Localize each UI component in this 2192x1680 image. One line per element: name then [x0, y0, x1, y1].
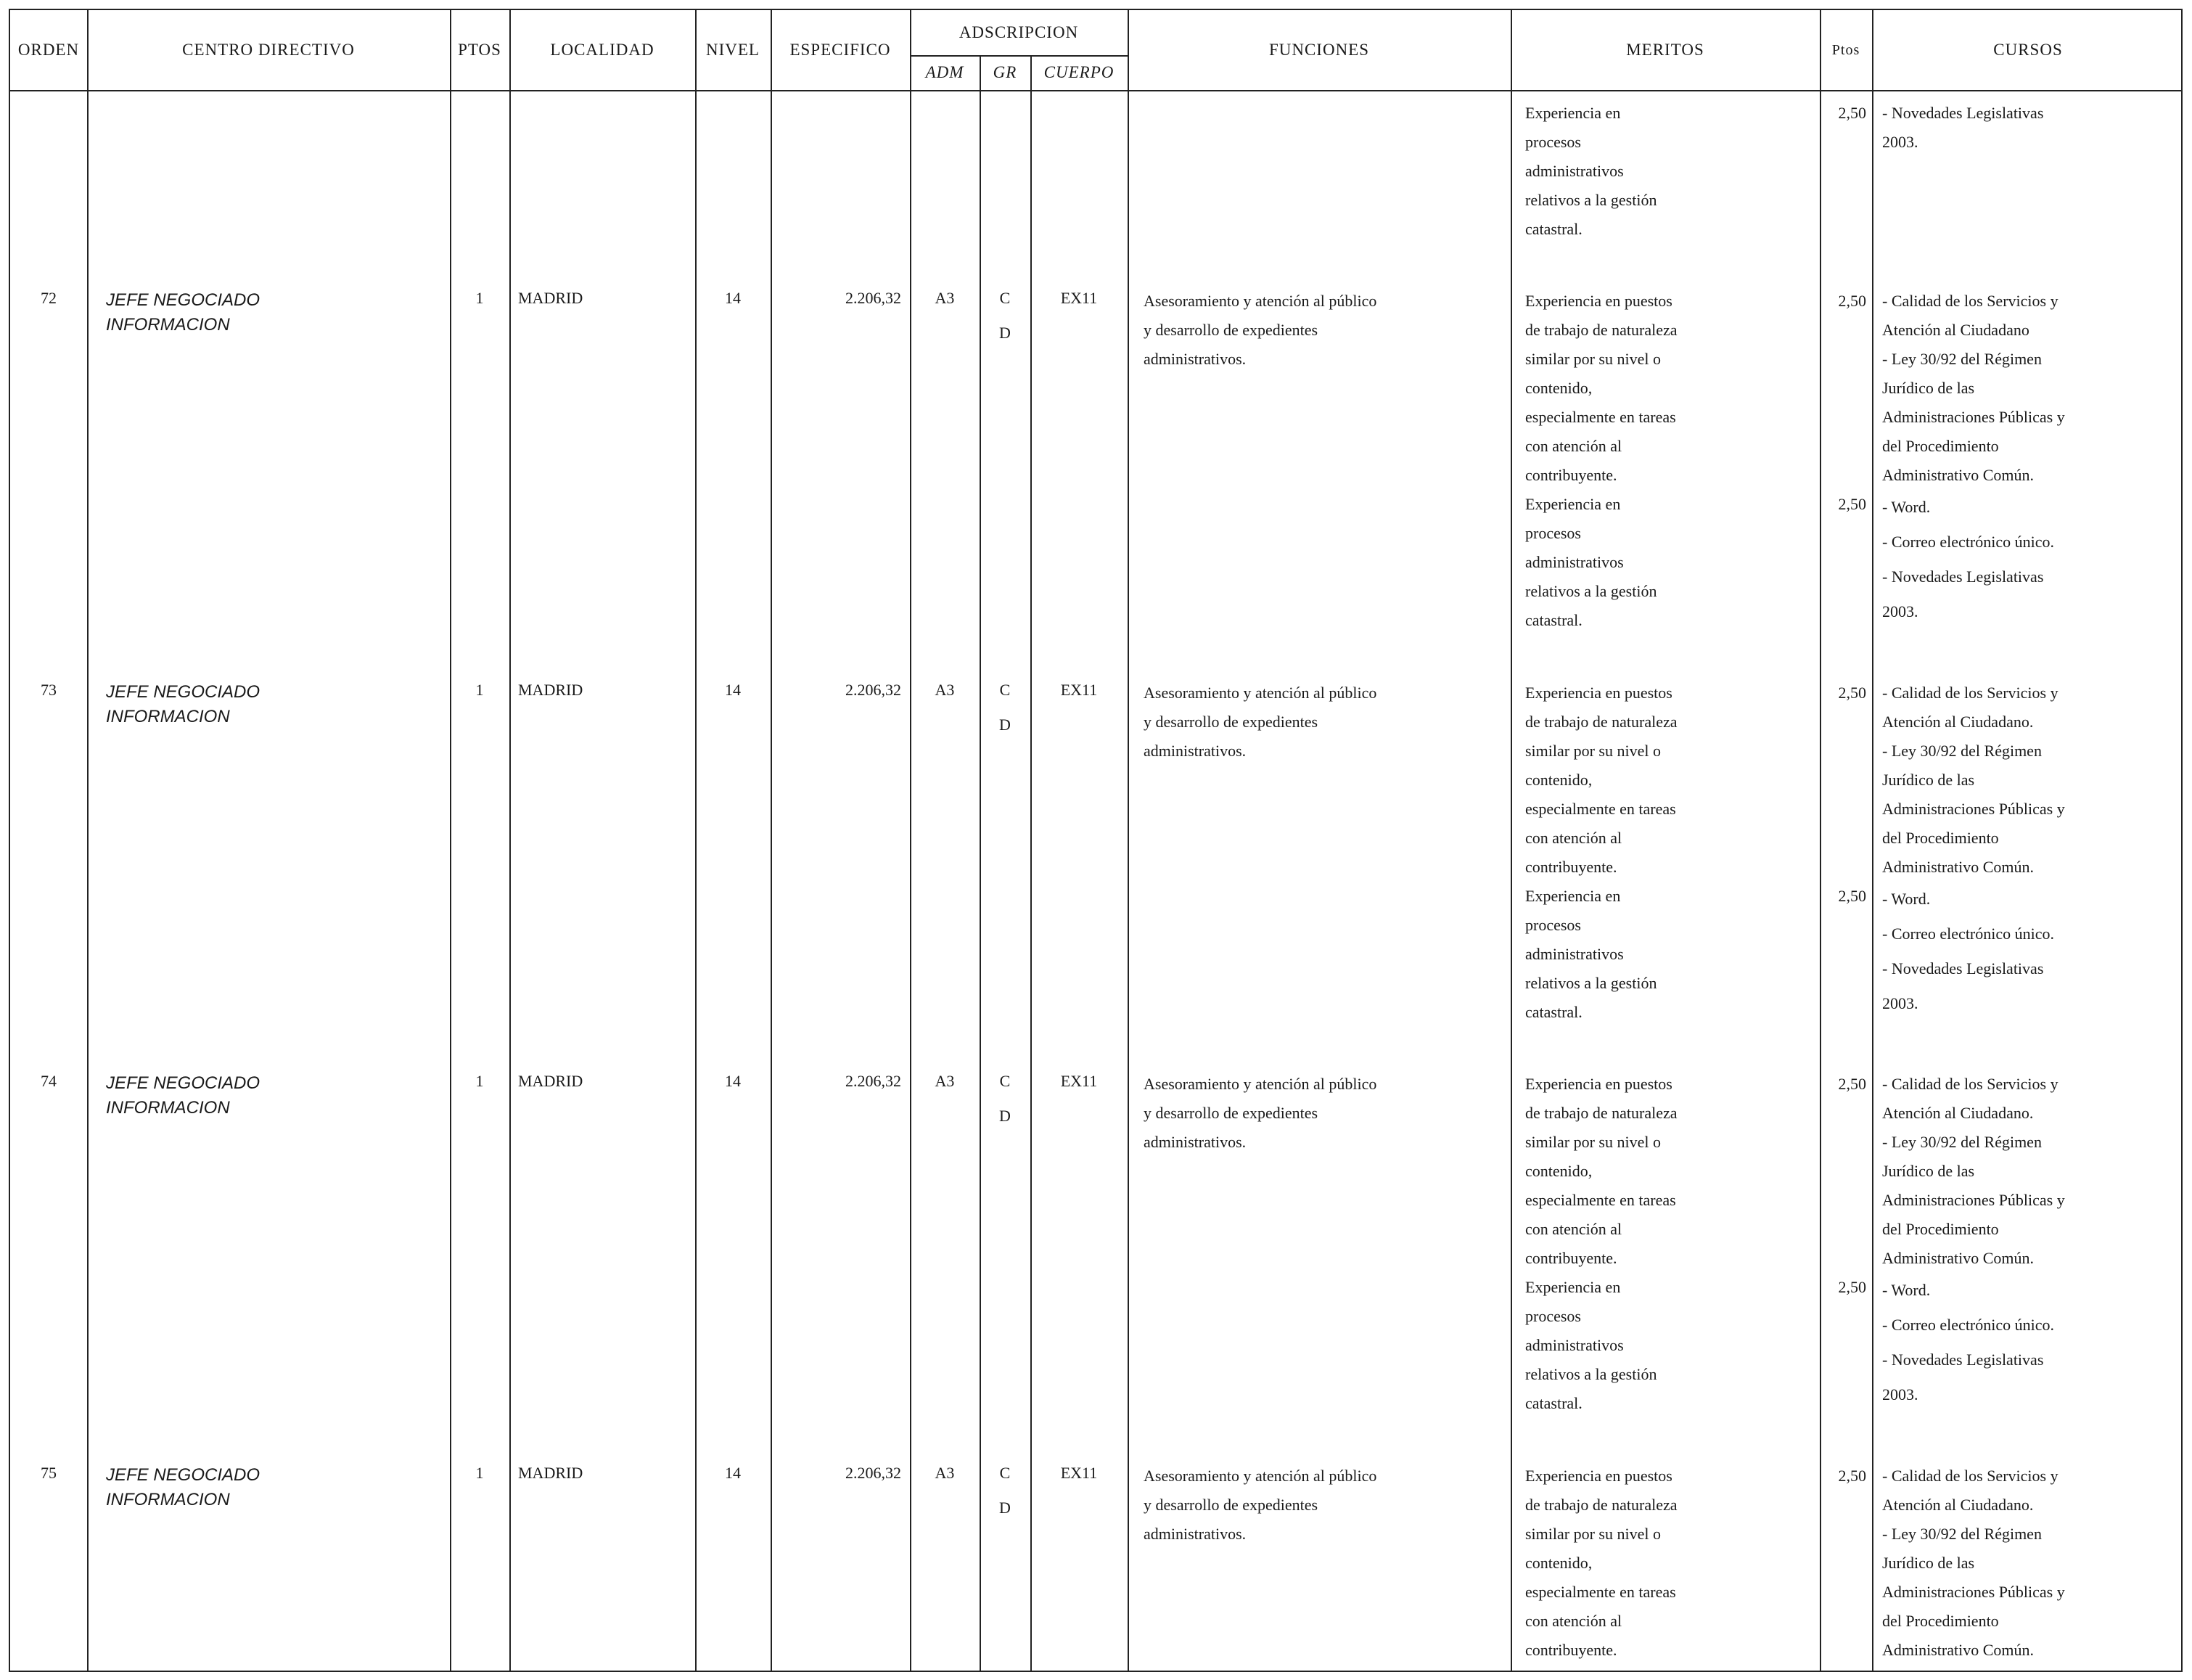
gr-value: C [999, 289, 1011, 307]
curso-line: 2003. [1882, 602, 1918, 620]
merito-line: Experiencia en [1525, 495, 1621, 513]
gr-value: D [999, 1107, 1011, 1125]
merito-line: contenido, [1525, 1554, 1593, 1572]
merito-line: contribuyente. [1525, 466, 1617, 484]
merito-line: similar por su nivel o [1525, 1525, 1661, 1543]
merito-ptos: 2,50 [1838, 1075, 1866, 1093]
merito-line: especialmente en tareas [1525, 1583, 1676, 1601]
localidad-value: MADRID [518, 681, 583, 699]
funciones-line: y desarrollo de expedientes [1144, 1104, 1318, 1122]
merito-line: similar por su nivel o [1525, 1133, 1661, 1151]
centro-line: INFORMACION [106, 707, 230, 726]
merito-line: especialmente en tareas [1525, 1191, 1676, 1209]
funciones-line: administrativos. [1144, 742, 1247, 760]
curso-line: Administrativo Común. [1882, 466, 2034, 484]
curso-line: - Correo electrónico único. [1882, 1316, 2055, 1334]
merito-line: de trabajo de naturaleza [1525, 1104, 1678, 1122]
gr-value: C [999, 681, 1011, 699]
funciones-line: administrativos. [1144, 1525, 1247, 1543]
merito-line: administrativos [1525, 945, 1624, 963]
localidad-value: MADRID [518, 289, 583, 307]
curso-line: Jurídico de las [1882, 1554, 1975, 1572]
curso-line: - Word. [1882, 498, 1931, 516]
curso-line: 2003. [1882, 133, 1918, 151]
gr-value: D [999, 716, 1011, 734]
curso-line: - Novedades Legislativas [1882, 959, 2044, 978]
merito-line: contribuyente. [1525, 858, 1617, 876]
merito-block [1525, 679, 1815, 882]
orden-value: 74 [41, 1072, 57, 1090]
job-table [9, 9, 2183, 1672]
curso-line: - Correo electrónico único. [1882, 925, 2055, 943]
nivel-value: 14 [725, 1072, 741, 1090]
curso-line: - Novedades Legislativas [1882, 1351, 2044, 1369]
curso-line: Administraciones Públicas y [1882, 408, 2065, 426]
funciones-line: Asesoramiento y atención al público [1144, 1075, 1377, 1093]
ptos-value: 1 [475, 1464, 484, 1482]
merito-line: catastral. [1525, 220, 1583, 238]
merito-line: contribuyente. [1525, 1641, 1617, 1659]
merito-line: Experiencia en puestos [1525, 684, 1672, 702]
adm-value: A3 [935, 681, 955, 699]
cursos-block [1882, 1070, 2180, 1273]
centro-line: JEFE NEGOCIADO [106, 290, 260, 310]
curso-line: Jurídico de las [1882, 1162, 1975, 1180]
merito-ptos: 2,50 [1838, 1278, 1866, 1296]
localidad-value: MADRID [518, 1464, 583, 1482]
merito-line: relativos a la gestión [1525, 1365, 1657, 1383]
header-adm: ADM [925, 63, 964, 81]
header-ptos: PTOS [458, 41, 501, 59]
merito-line: con atención al [1525, 1612, 1622, 1630]
merito-line: Experiencia en [1525, 104, 1621, 122]
cursos-block [1882, 1273, 2180, 1412]
gr-value: C [999, 1072, 1011, 1090]
orden-value: 73 [41, 681, 57, 699]
curso-line: 2003. [1882, 1385, 1918, 1404]
funciones-line: Asesoramiento y atención al público [1144, 1467, 1377, 1485]
curso-line: Atención al Ciudadano. [1882, 713, 2034, 731]
curso-line: Jurídico de las [1882, 771, 1975, 789]
merito-ptos: 2,50 [1838, 495, 1866, 513]
merito-line: administrativos [1525, 1336, 1624, 1354]
merito-line: relativos a la gestión [1525, 974, 1657, 992]
curso-line: - Ley 30/92 del Régimen [1882, 1133, 2042, 1151]
header-cursos: CURSOS [1993, 41, 2063, 59]
merito-line: especialmente en tareas [1525, 408, 1676, 426]
funciones-line: y desarrollo de expedientes [1144, 713, 1318, 731]
nivel-value: 14 [725, 681, 741, 699]
nivel-value: 14 [725, 289, 741, 307]
curso-line: Atención al Ciudadano. [1882, 1496, 2034, 1514]
curso-line: 2003. [1882, 994, 1918, 1012]
adm-value: A3 [935, 289, 955, 307]
merito-ptos: 2,50 [1838, 1467, 1866, 1485]
merito-block [1525, 490, 1815, 635]
curso-line: - Novedades Legislativas [1882, 567, 2044, 586]
merito-line: de trabajo de naturaleza [1525, 321, 1678, 339]
ptos-value: 1 [475, 681, 484, 699]
centro-line: INFORMACION [106, 1490, 230, 1509]
funciones-line: y desarrollo de expedientes [1144, 1496, 1318, 1514]
funciones-line: y desarrollo de expedientes [1144, 321, 1318, 339]
merito-line: catastral. [1525, 1394, 1583, 1412]
funciones [1144, 287, 1506, 374]
curso-line: Administraciones Públicas y [1882, 1191, 2065, 1209]
funciones [1144, 679, 1506, 766]
merito-block [1525, 287, 1815, 490]
curso-line: - Correo electrónico único. [1882, 533, 2055, 551]
merito-line: Experiencia en puestos [1525, 1467, 1672, 1485]
merito-line: de trabajo de naturaleza [1525, 713, 1678, 731]
curso-line: Administrativo Común. [1882, 1641, 2034, 1659]
carryover-ptos: 2,50 [1838, 104, 1866, 122]
merito-block [1525, 882, 1815, 1027]
centro-directivo [106, 1071, 440, 1120]
merito-line: Experiencia en puestos [1525, 1075, 1672, 1093]
header-cuerpo: CUERPO [1043, 63, 1115, 81]
curso-line: Administrativo Común. [1882, 858, 2034, 876]
curso-line: - Ley 30/92 del Régimen [1882, 742, 2042, 760]
orden-value: 75 [41, 1464, 57, 1482]
funciones [1144, 1462, 1506, 1549]
cursos-block [1882, 287, 2180, 490]
header-funciones: FUNCIONES [1268, 41, 1370, 59]
curso-line: - Ley 30/92 del Régimen [1882, 350, 2042, 368]
merito-line: contribuyente. [1525, 1249, 1617, 1267]
centro-directivo [106, 288, 440, 337]
merito-block [1525, 1070, 1815, 1273]
merito-block [1525, 1273, 1815, 1418]
especifico-value: 2.206,32 [845, 1072, 901, 1090]
merito-line: Experiencia en puestos [1525, 292, 1672, 310]
localidad-value: MADRID [518, 1072, 583, 1090]
header-especifico: ESPECIFICO [789, 41, 891, 59]
header-localidad: LOCALIDAD [550, 41, 654, 59]
merito-ptos: 2,50 [1838, 684, 1866, 702]
header-nivel: NIVEL [706, 41, 760, 59]
adm-value: A3 [935, 1464, 955, 1482]
curso-line: - Novedades Legislativas [1882, 104, 2044, 122]
cuerpo-value: EX11 [1060, 1072, 1098, 1090]
merito-ptos: 2,50 [1838, 887, 1866, 905]
cuerpo-value: EX11 [1060, 1464, 1098, 1482]
carryover-cursos [1882, 99, 2180, 157]
merito-line: catastral. [1525, 611, 1583, 629]
funciones-line: administrativos. [1144, 1133, 1247, 1151]
funciones [1144, 1070, 1506, 1157]
ptos-value: 1 [475, 289, 484, 307]
curso-line: del Procedimiento [1882, 437, 1999, 455]
merito-line: procesos [1525, 133, 1581, 151]
header-gr: GR [993, 63, 1017, 81]
header-ptos-meritos: Ptos [1831, 41, 1860, 58]
curso-line: del Procedimiento [1882, 829, 1999, 847]
gr-value: C [999, 1464, 1011, 1482]
cursos-block [1882, 490, 2180, 629]
funciones-line: administrativos. [1144, 350, 1247, 368]
merito-line: similar por su nivel o [1525, 742, 1661, 760]
header-centro-directivo: CENTRO DIRECTIVO [182, 41, 355, 59]
merito-line: administrativos [1525, 553, 1624, 571]
orden-value: 72 [41, 289, 57, 307]
funciones-line: Asesoramiento y atención al público [1144, 684, 1377, 702]
header-orden: ORDEN [17, 41, 80, 59]
centro-line: JEFE NEGOCIADO [106, 1465, 260, 1485]
curso-line: Atención al Ciudadano. [1882, 1104, 2034, 1122]
curso-line: - Calidad de los Servicios y [1882, 1467, 2058, 1485]
curso-line: - Calidad de los Servicios y [1882, 1075, 2058, 1093]
funciones-line: Asesoramiento y atención al público [1144, 292, 1377, 310]
header-adscripcion: ADSCRIPCION [959, 23, 1079, 41]
curso-line: Administraciones Públicas y [1882, 1583, 2065, 1601]
merito-line: Experiencia en [1525, 887, 1621, 905]
merito-line: procesos [1525, 524, 1581, 542]
especifico-value: 2.206,32 [845, 289, 901, 307]
merito-line: con atención al [1525, 1220, 1622, 1238]
merito-line: contenido, [1525, 379, 1593, 397]
merito-line: administrativos [1525, 162, 1624, 180]
merito-line: contenido, [1525, 1162, 1593, 1180]
merito-ptos: 2,50 [1838, 292, 1866, 310]
curso-line: - Calidad de los Servicios y [1882, 292, 2058, 310]
especifico-value: 2.206,32 [845, 1464, 901, 1482]
curso-line: Administraciones Públicas y [1882, 800, 2065, 818]
curso-line: - Word. [1882, 890, 1931, 908]
centro-line: INFORMACION [106, 1098, 230, 1118]
carryover-meritos [1525, 99, 1815, 244]
centro-directivo [106, 1463, 440, 1512]
merito-line: contenido, [1525, 771, 1593, 789]
merito-line: con atención al [1525, 437, 1622, 455]
merito-line: especialmente en tareas [1525, 800, 1676, 818]
nivel-value: 14 [725, 1464, 741, 1482]
header-meritos: MERITOS [1626, 41, 1704, 59]
cursos-block [1882, 882, 2180, 1021]
merito-line: similar por su nivel o [1525, 350, 1661, 368]
merito-block [1525, 1462, 1815, 1665]
merito-line: procesos [1525, 1307, 1581, 1325]
gr-value: D [999, 324, 1011, 342]
curso-line: - Calidad de los Servicios y [1882, 684, 2058, 702]
cuerpo-value: EX11 [1060, 681, 1098, 699]
merito-line: Experiencia en [1525, 1278, 1621, 1296]
merito-line: relativos a la gestión [1525, 191, 1657, 209]
ptos-value: 1 [475, 1072, 484, 1090]
cursos-block [1882, 1462, 2180, 1665]
cuerpo-value: EX11 [1060, 289, 1098, 307]
curso-line: del Procedimiento [1882, 1612, 1999, 1630]
curso-line: Administrativo Común. [1882, 1249, 2034, 1267]
merito-line: procesos [1525, 916, 1581, 934]
centro-line: JEFE NEGOCIADO [106, 682, 260, 702]
cursos-block [1882, 679, 2180, 882]
adm-value: A3 [935, 1072, 955, 1090]
curso-line: - Ley 30/92 del Régimen [1882, 1525, 2042, 1543]
merito-line: catastral. [1525, 1003, 1583, 1021]
centro-directivo [106, 680, 440, 729]
centro-line: INFORMACION [106, 315, 230, 335]
merito-line: con atención al [1525, 829, 1622, 847]
merito-line: de trabajo de naturaleza [1525, 1496, 1678, 1514]
curso-line: del Procedimiento [1882, 1220, 1999, 1238]
curso-line: Atención al Ciudadano [1882, 321, 2029, 339]
centro-line: JEFE NEGOCIADO [106, 1073, 260, 1093]
curso-line: Jurídico de las [1882, 379, 1975, 397]
especifico-value: 2.206,32 [845, 681, 901, 699]
merito-line: relativos a la gestión [1525, 582, 1657, 600]
curso-line: - Word. [1882, 1281, 1931, 1299]
gr-value: D [999, 1499, 1011, 1517]
